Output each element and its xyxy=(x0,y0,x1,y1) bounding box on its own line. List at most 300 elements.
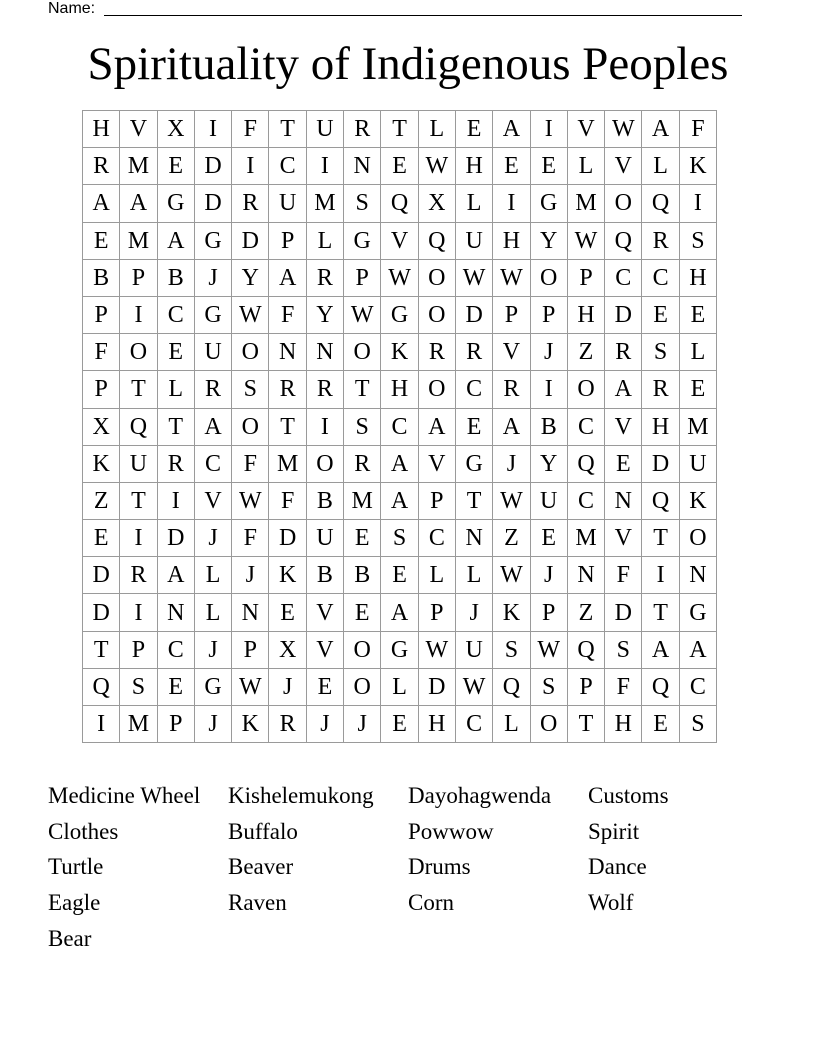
grid-cell: G xyxy=(530,185,567,222)
grid-cell: J xyxy=(530,334,567,371)
word-list-item: Kishelemukong xyxy=(228,783,374,808)
word-list-item: Drums xyxy=(408,854,471,880)
grid-cell: H xyxy=(455,148,492,185)
grid-cell: P xyxy=(120,631,157,668)
grid-cell: C xyxy=(567,482,604,519)
grid-cell: A xyxy=(679,631,716,668)
grid-cell: L xyxy=(493,706,530,743)
grid-cell: B xyxy=(530,408,567,445)
grid-cell: T xyxy=(83,631,120,668)
word-search-grid xyxy=(82,110,717,743)
name-underline[interactable] xyxy=(104,15,742,16)
grid-cell: H xyxy=(605,706,642,743)
grid-cell: W xyxy=(530,631,567,668)
grid-cell: I xyxy=(642,557,679,594)
grid-row xyxy=(83,706,717,743)
grid-row xyxy=(83,594,717,631)
grid-cell: V xyxy=(306,594,343,631)
grid-cell: P xyxy=(493,296,530,333)
grid-cell: R xyxy=(194,371,231,408)
grid-cell: F xyxy=(679,111,716,148)
grid-cell: Y xyxy=(530,445,567,482)
grid-cell: C xyxy=(269,148,306,185)
grid-row xyxy=(83,482,717,519)
grid-cell: Z xyxy=(567,334,604,371)
grid-cell: K xyxy=(381,334,418,371)
grid-cell: W xyxy=(493,482,530,519)
grid-cell: V xyxy=(120,111,157,148)
grid-cell: T xyxy=(120,482,157,519)
grid-cell: R xyxy=(493,371,530,408)
grid-cell: W xyxy=(493,259,530,296)
grid-row xyxy=(83,557,717,594)
grid-cell: Z xyxy=(567,594,604,631)
grid-cell: O xyxy=(567,371,604,408)
grid-cell: V xyxy=(306,631,343,668)
grid-cell: E xyxy=(344,594,381,631)
grid-row xyxy=(83,111,717,148)
grid-cell: A xyxy=(120,185,157,222)
grid-cell: E xyxy=(679,296,716,333)
grid-cell: S xyxy=(605,631,642,668)
page-title: Spirituality of Indigenous Peoples xyxy=(87,38,729,90)
grid-row xyxy=(83,222,717,259)
grid-cell: A xyxy=(642,111,679,148)
word-list-item: Wolf xyxy=(588,890,634,916)
grid-cell: O xyxy=(232,334,269,371)
grid-cell: C xyxy=(567,408,604,445)
grid-cell: Y xyxy=(232,259,269,296)
grid-cell: V xyxy=(194,482,231,519)
grid-cell: Q xyxy=(642,482,679,519)
grid-cell: E xyxy=(381,148,418,185)
grid-cell: M xyxy=(120,706,157,743)
grid-cell: W xyxy=(232,668,269,705)
grid-cell: N xyxy=(567,557,604,594)
grid-row xyxy=(83,259,717,296)
grid-cell: H xyxy=(679,259,716,296)
grid-cell: L xyxy=(679,334,716,371)
grid-row xyxy=(83,668,717,705)
grid-cell: T xyxy=(269,408,306,445)
grid-cell: B xyxy=(83,259,120,296)
grid-cell: S xyxy=(381,520,418,557)
grid-cell: T xyxy=(642,520,679,557)
grid-cell: P xyxy=(83,371,120,408)
grid-cell: C xyxy=(642,259,679,296)
grid-row xyxy=(83,445,717,482)
grid-cell: F xyxy=(269,296,306,333)
grid-cell: I xyxy=(232,148,269,185)
word-list-item: Raven xyxy=(228,890,287,916)
grid-cell: I xyxy=(306,408,343,445)
grid-cell: J xyxy=(455,594,492,631)
name-label: Name: xyxy=(48,0,96,17)
grid-cell: R xyxy=(344,111,381,148)
grid-cell: S xyxy=(530,668,567,705)
grid-cell: W xyxy=(232,482,269,519)
grid-cell: R xyxy=(306,371,343,408)
grid-cell: L xyxy=(381,668,418,705)
grid-cell: D xyxy=(269,520,306,557)
grid-cell: D xyxy=(83,594,120,631)
grid-cell: E xyxy=(455,408,492,445)
grid-cell: M xyxy=(269,445,306,482)
grid-cell: W xyxy=(381,259,418,296)
grid-cell: E xyxy=(344,520,381,557)
grid-cell: E xyxy=(157,148,194,185)
grid-cell: D xyxy=(232,222,269,259)
grid-cell: G xyxy=(381,296,418,333)
grid-cell: C xyxy=(455,706,492,743)
grid-cell: K xyxy=(679,482,716,519)
grid-cell: O xyxy=(418,259,455,296)
word-list-item: Buffalo xyxy=(228,818,298,844)
grid-cell: D xyxy=(157,520,194,557)
grid-cell: U xyxy=(306,111,343,148)
grid-cell: I xyxy=(120,594,157,631)
grid-cell: R xyxy=(642,222,679,259)
grid-cell: C xyxy=(194,445,231,482)
grid-cell: X xyxy=(83,408,120,445)
grid-cell: N xyxy=(269,334,306,371)
word-list xyxy=(48,780,768,958)
grid-cell: A xyxy=(194,408,231,445)
grid-cell: T xyxy=(455,482,492,519)
grid-cell: W xyxy=(344,296,381,333)
grid-cell: I xyxy=(157,482,194,519)
grid-cell: F xyxy=(83,334,120,371)
grid-cell: R xyxy=(232,185,269,222)
grid-cell: R xyxy=(83,148,120,185)
grid-cell: H xyxy=(83,111,120,148)
grid-cell: I xyxy=(306,148,343,185)
grid-cell: J xyxy=(194,706,231,743)
grid-cell: E xyxy=(157,668,194,705)
grid-row xyxy=(83,334,717,371)
grid-cell: M xyxy=(567,520,604,557)
word-list-item: Corn xyxy=(408,890,454,916)
grid-cell: Q xyxy=(83,668,120,705)
grid-cell: C xyxy=(605,259,642,296)
word-list-item: Clothes xyxy=(48,818,119,844)
grid-cell: S xyxy=(344,185,381,222)
grid-cell: V xyxy=(605,408,642,445)
grid-cell: E xyxy=(455,111,492,148)
grid-cell: T xyxy=(269,111,306,148)
grid-cell: K xyxy=(232,706,269,743)
grid-cell: I xyxy=(530,111,567,148)
grid-cell: Q xyxy=(642,668,679,705)
grid-cell: W xyxy=(232,296,269,333)
grid-cell: U xyxy=(269,185,306,222)
grid-cell: C xyxy=(381,408,418,445)
grid-cell: L xyxy=(194,557,231,594)
grid-cell: J xyxy=(269,668,306,705)
grid-cell: D xyxy=(194,148,231,185)
grid-cell: G xyxy=(381,631,418,668)
grid-cell: V xyxy=(418,445,455,482)
grid-cell: J xyxy=(344,706,381,743)
grid-cell: K xyxy=(269,557,306,594)
grid-cell: S xyxy=(493,631,530,668)
grid-cell: U xyxy=(530,482,567,519)
grid-cell: U xyxy=(455,631,492,668)
grid-cell: P xyxy=(120,259,157,296)
grid-cell: H xyxy=(642,408,679,445)
grid-cell: D xyxy=(642,445,679,482)
grid-cell: E xyxy=(642,296,679,333)
grid-cell: G xyxy=(679,594,716,631)
grid-cell: J xyxy=(306,706,343,743)
grid-cell: O xyxy=(306,445,343,482)
grid-cell: W xyxy=(455,668,492,705)
grid-cell: X xyxy=(269,631,306,668)
grid-cell: R xyxy=(605,334,642,371)
grid-cell: R xyxy=(157,445,194,482)
grid-row xyxy=(83,408,717,445)
grid-cell: A xyxy=(157,557,194,594)
grid-cell: Q xyxy=(567,445,604,482)
grid-row xyxy=(83,185,717,222)
grid-cell: K xyxy=(679,148,716,185)
grid-row xyxy=(83,371,717,408)
grid-cell: L xyxy=(418,111,455,148)
grid-cell: D xyxy=(455,296,492,333)
grid-cell: E xyxy=(679,371,716,408)
grid-cell: E xyxy=(306,668,343,705)
grid-cell: S xyxy=(120,668,157,705)
grid-cell: Q xyxy=(120,408,157,445)
grid-cell: V xyxy=(567,111,604,148)
grid-cell: F xyxy=(232,445,269,482)
grid-cell: D xyxy=(418,668,455,705)
grid-cell: X xyxy=(418,185,455,222)
word-list-item: Customs xyxy=(588,783,669,808)
grid-cell: J xyxy=(493,445,530,482)
grid-cell: C xyxy=(418,520,455,557)
grid-cell: I xyxy=(530,371,567,408)
grid-cell: Z xyxy=(493,520,530,557)
word-list-item: Spirit xyxy=(588,818,640,844)
grid-cell: A xyxy=(418,408,455,445)
grid-cell: H xyxy=(418,706,455,743)
grid-cell: M xyxy=(120,148,157,185)
grid-cell: L xyxy=(567,148,604,185)
grid-cell: M xyxy=(344,482,381,519)
grid-cell: Q xyxy=(567,631,604,668)
grid-cell: E xyxy=(381,706,418,743)
grid-cell: P xyxy=(232,631,269,668)
word-list-item: Powwow xyxy=(408,818,494,844)
grid-cell: C xyxy=(157,296,194,333)
grid-cell: W xyxy=(605,111,642,148)
grid-cell: T xyxy=(157,408,194,445)
grid-cell: O xyxy=(605,185,642,222)
grid-cell: J xyxy=(194,259,231,296)
word-list-item: Beaver xyxy=(228,854,294,880)
grid-cell: M xyxy=(120,222,157,259)
grid-cell: F xyxy=(605,557,642,594)
grid-cell: U xyxy=(194,334,231,371)
grid-cell: L xyxy=(455,557,492,594)
word-list-item: Bear xyxy=(48,925,92,951)
grid-cell: J xyxy=(194,631,231,668)
grid-cell: S xyxy=(344,408,381,445)
grid-cell: A xyxy=(269,259,306,296)
grid-cell: J xyxy=(530,557,567,594)
grid-cell: S xyxy=(642,334,679,371)
grid-cell: L xyxy=(306,222,343,259)
grid-cell: N xyxy=(232,594,269,631)
grid-cell: K xyxy=(83,445,120,482)
grid-cell: Q xyxy=(381,185,418,222)
word-list-item: Turtle xyxy=(48,854,104,880)
grid-cell: I xyxy=(679,185,716,222)
grid-cell: T xyxy=(344,371,381,408)
word-list-item: Dance xyxy=(588,854,647,880)
grid-cell: L xyxy=(157,371,194,408)
grid-cell: O xyxy=(120,334,157,371)
grid-cell: E xyxy=(530,520,567,557)
grid-cell: G xyxy=(344,222,381,259)
grid-cell: H xyxy=(493,222,530,259)
grid-cell: O xyxy=(679,520,716,557)
grid-cell: A xyxy=(493,111,530,148)
grid-row xyxy=(83,631,717,668)
grid-cell: R xyxy=(418,334,455,371)
grid-cell: P xyxy=(418,594,455,631)
grid-cell: F xyxy=(232,520,269,557)
grid-cell: M xyxy=(679,408,716,445)
grid-cell: R xyxy=(269,371,306,408)
grid-cell: R xyxy=(642,371,679,408)
grid-cell: O xyxy=(530,259,567,296)
name-field[interactable] xyxy=(48,0,742,18)
grid-cell: A xyxy=(642,631,679,668)
grid-cell: G xyxy=(194,668,231,705)
grid-cell: P xyxy=(418,482,455,519)
grid-cell: N xyxy=(306,334,343,371)
grid-cell: P xyxy=(530,594,567,631)
grid-cell: F xyxy=(232,111,269,148)
grid-cell: E xyxy=(157,334,194,371)
grid-cell: F xyxy=(269,482,306,519)
grid-cell: P xyxy=(567,668,604,705)
grid-cell: V xyxy=(493,334,530,371)
grid-cell: U xyxy=(679,445,716,482)
grid-cell: N xyxy=(605,482,642,519)
grid-cell: I xyxy=(194,111,231,148)
grid-cell: B xyxy=(306,482,343,519)
grid-cell: E xyxy=(83,520,120,557)
grid-cell: O xyxy=(344,334,381,371)
grid-cell: P xyxy=(157,706,194,743)
grid-cell: R xyxy=(455,334,492,371)
word-list-item: Dayohagwenda xyxy=(408,783,552,808)
grid-cell: A xyxy=(381,445,418,482)
grid-cell: P xyxy=(83,296,120,333)
grid-cell: D xyxy=(605,594,642,631)
grid-cell: H xyxy=(567,296,604,333)
grid-cell: O xyxy=(344,668,381,705)
grid-cell: E xyxy=(605,445,642,482)
grid-cell: G xyxy=(194,222,231,259)
grid-cell: I xyxy=(493,185,530,222)
grid-cell: P xyxy=(530,296,567,333)
grid-cell: D xyxy=(605,296,642,333)
grid-cell: W xyxy=(418,148,455,185)
grid-cell: I xyxy=(120,520,157,557)
grid-cell: Y xyxy=(530,222,567,259)
grid-cell: A xyxy=(83,185,120,222)
grid-cell: O xyxy=(344,631,381,668)
grid-cell: N xyxy=(344,148,381,185)
grid-cell: L xyxy=(455,185,492,222)
grid-cell: G xyxy=(194,296,231,333)
grid-cell: R xyxy=(120,557,157,594)
word-list-item: Medicine Wheel xyxy=(48,783,201,808)
grid-cell: G xyxy=(157,185,194,222)
grid-cell: T xyxy=(642,594,679,631)
grid-cell: R xyxy=(306,259,343,296)
grid-cell: E xyxy=(269,594,306,631)
grid-cell: D xyxy=(83,557,120,594)
grid-cell: J xyxy=(194,520,231,557)
grid-cell: O xyxy=(418,296,455,333)
grid-cell: O xyxy=(232,408,269,445)
grid-cell: Q xyxy=(605,222,642,259)
grid-cell: P xyxy=(344,259,381,296)
grid-cell: X xyxy=(157,111,194,148)
grid-cell: H xyxy=(381,371,418,408)
grid-cell: F xyxy=(605,668,642,705)
grid-cell: U xyxy=(120,445,157,482)
grid-cell: B xyxy=(344,557,381,594)
grid-cell: S xyxy=(679,222,716,259)
grid-cell: L xyxy=(194,594,231,631)
grid-cell: P xyxy=(567,259,604,296)
grid-cell: S xyxy=(679,706,716,743)
grid-cell: U xyxy=(306,520,343,557)
grid-cell: P xyxy=(269,222,306,259)
grid-cell: E xyxy=(381,557,418,594)
grid-cell: I xyxy=(83,706,120,743)
grid-cell: T xyxy=(567,706,604,743)
grid-cell: M xyxy=(306,185,343,222)
word-list-item: Eagle xyxy=(48,890,101,916)
grid-cell: B xyxy=(157,259,194,296)
grid-cell: V xyxy=(605,520,642,557)
grid-cell: Q xyxy=(418,222,455,259)
grid-cell: O xyxy=(530,706,567,743)
grid-cell: Z xyxy=(83,482,120,519)
grid-cell: V xyxy=(605,148,642,185)
grid-cell: S xyxy=(232,371,269,408)
grid-cell: W xyxy=(455,259,492,296)
grid-cell: A xyxy=(493,408,530,445)
grid-cell: E xyxy=(530,148,567,185)
grid-cell: L xyxy=(418,557,455,594)
grid-cell: N xyxy=(455,520,492,557)
grid-cell: E xyxy=(642,706,679,743)
grid-cell: U xyxy=(455,222,492,259)
grid-cell: Y xyxy=(306,296,343,333)
grid-cell: N xyxy=(157,594,194,631)
grid-cell: E xyxy=(83,222,120,259)
grid-cell: M xyxy=(567,185,604,222)
grid-cell: A xyxy=(381,594,418,631)
